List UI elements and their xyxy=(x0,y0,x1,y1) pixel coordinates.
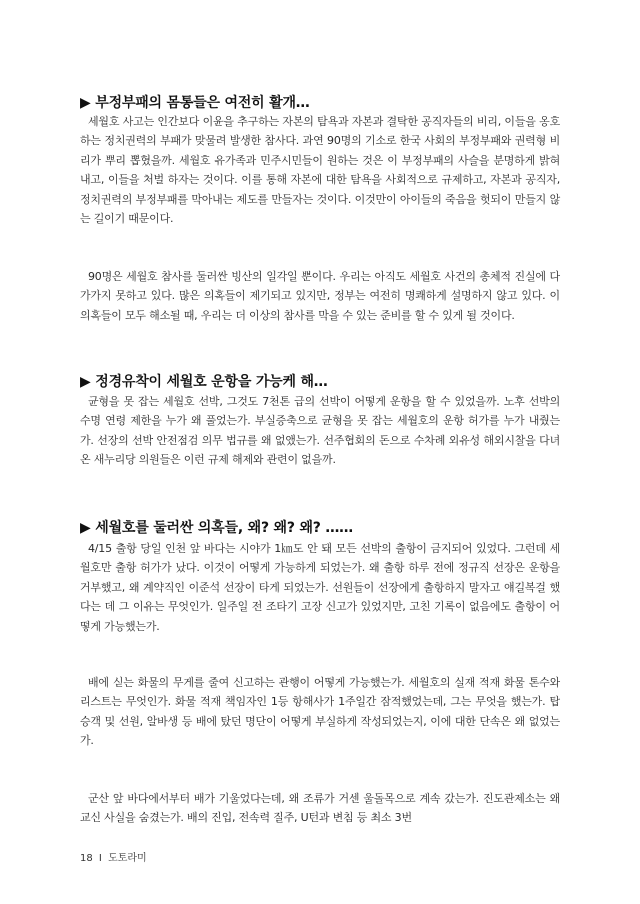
section-heading-suspicions: ▶ 세월호를 둘러싼 의혹들, 왜? 왜? 왜? …… xyxy=(80,520,353,536)
section-heading-corruption: ▶ 부정부패의 몸통들은 여전히 활개… xyxy=(80,95,310,111)
paragraph: 군산 앞 바다에서부터 배가 기울었다는데, 왜 조류가 거센 울돌목으로 계속 갔는가. 진도관제소는 왜 교신 사실을 숨겼는가. 배의 진입, 전속력 질주, U턴과 변침 등 최소 3번 xyxy=(80,792,560,825)
page-footer xyxy=(80,849,147,864)
paragraph: 4/15 출항 당일 인천 앞 바다는 시야가 1㎞도 안 돼 모든 선박의 출항이 금지되어 있었다. 그런데 세월호만 출항 허가가 났다. 이것이 어떻게 가능하게 되었는가. 왜 출항 하루 전에 정규직 선장은 운항을 거부했고, 왜 계약직인 이준석 선장이 타게 되었는가. 선원들이 선장에게 출항하지 말자고 얘길복걸 했다는 데 그 이유는 무엇인가. 일주일 전 조타기 고장 신고가 있었지만, 고친 기록이 없음에도 출항이 어떻게 가능했는가. xyxy=(80,542,560,633)
footer-separator: I xyxy=(98,853,102,864)
publication-name: 도토라미 xyxy=(108,853,147,864)
page-number: 18 xyxy=(80,853,93,864)
paragraph: 세월호 사고는 인간보다 이윤을 추구하는 자본의 탐욕과 자본과 결탁한 공직자들의 비리, 이들을 옹호하는 정치권력의 부패가 맞물려 발생한 참사다. 과연 90명의 기소로 한국 사회의 부정부패와 권력형 비리가 뿌리 뽑혔을까. 세월호 유가족과 민주시민들이 원하는 것은 이 부정부패의 사슬을 분명하게 밝혀내고, 이들을 처벌 하자는 것이다. 이를 통해 자본에 대한 탐욕을 사회적으로 규제하고, 자본과 공직자, 정치권력의 부정부패를 막아내는 제도를 만들자는 것이다. 이것만이 아이들의 죽음을 헛되이 만들지 않는 길이기 때문이다. xyxy=(80,115,560,226)
paragraph: 90명은 세월호 참사를 둘러싼 빙산의 일각일 뿐이다. 우리는 아직도 세월호 사건의 총체적 진실에 다가가지 못하고 있다. 많은 의혹들이 제기되고 있지만, 정부는 여전히 명쾌하게 설명하지 않고 있다. 이 의혹들이 모두 해소될 때, 우리는 더 이상의 참사를 막을 수 있는 준비를 할 수 있게 될 것이다. xyxy=(80,270,560,322)
paragraph: 배에 싣는 화물의 무게를 줄여 신고하는 관행이 어떻게 가능했는가. 세월호의 실재 적재 화물 톤수와 리스트는 무엇인가. 화물 적재 책임자인 1등 항해사가 1주일간 잠적했었는데, 그는 무엇을 했는가. 탑승객 및 선원, 알바생 등 배에 탔던 명단이 어떻게 부실하게 작성되었는지, 이에 대한 단속은 왜 없었는가. xyxy=(80,676,560,748)
paragraph: 균형을 못 잡는 세월호 선박, 그것도 7천톤 급의 선박이 어떻게 운항을 할 수 있었을까. 노후 선박의 수명 연령 제한을 누가 왜 풀었는가. 부실증축으로 균형을 못 잡는 세월호의 운항 허가를 누가 내줬는가. 선장의 선박 안전점검 의무 법규를 왜 없앴는가. 선주협회의 돈으로 수차례 외유성 해외시찰을 다녀온 새누리당 의원들은 이런 규제 해제와 관련이 없을까. xyxy=(80,395,560,467)
section-heading-collusion: ▶ 정경유착이 세월호 운항을 가능케 해… xyxy=(80,374,328,390)
